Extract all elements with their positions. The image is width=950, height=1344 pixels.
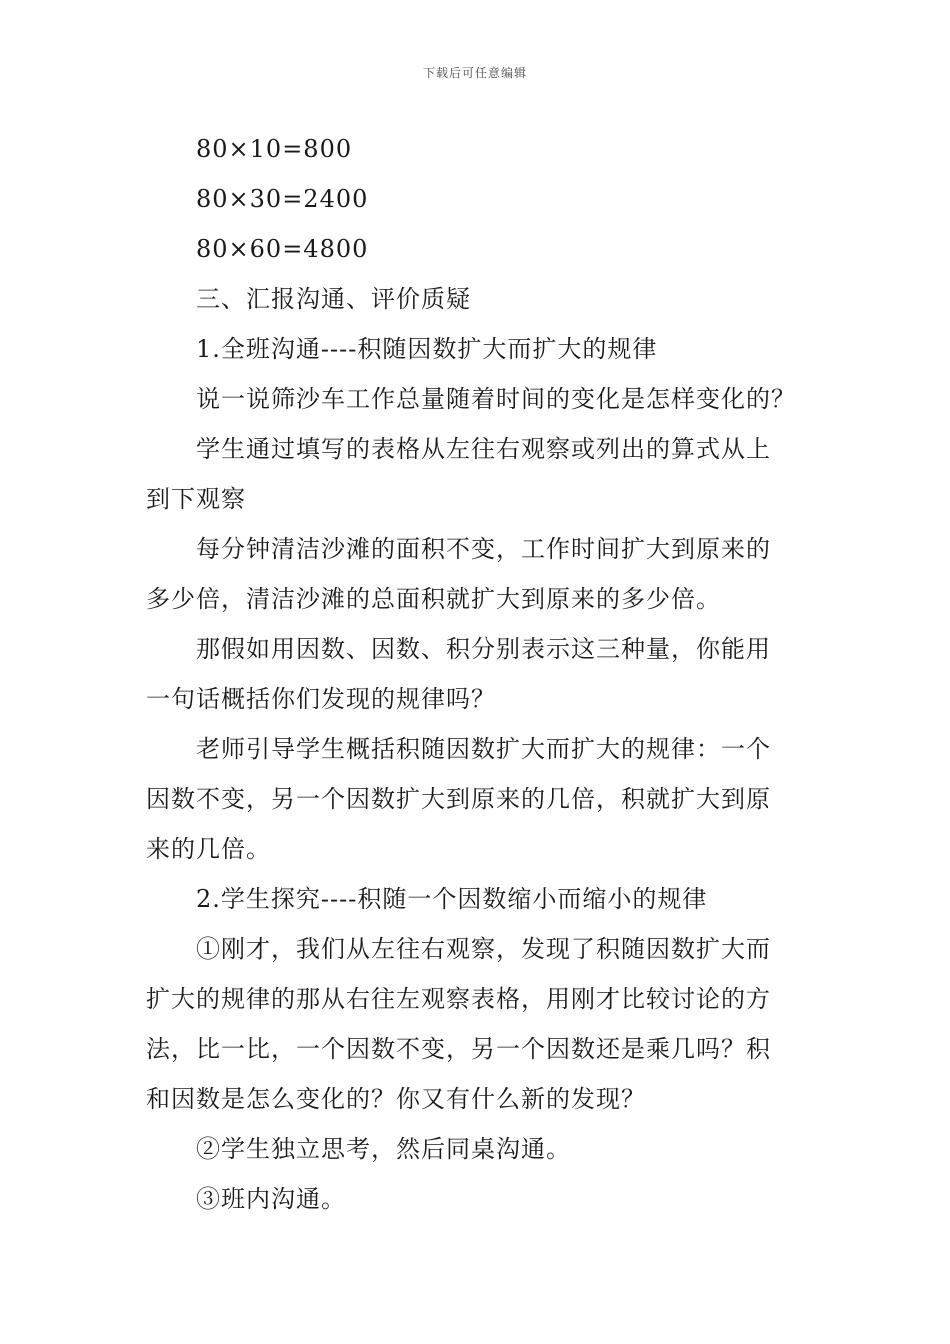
text-line: 到下观察 xyxy=(146,485,246,513)
text-line: 因数不变，另一个因数扩大到原来的几倍，积就扩大到原 xyxy=(146,785,771,813)
text-line: 每分钟清洁沙滩的面积不变，工作时间扩大到原来的 xyxy=(196,535,771,563)
text-line: 那假如用因数、因数、积分别表示这三种量，你能用 xyxy=(196,635,771,663)
text-line: 80×30=2400 xyxy=(196,185,369,213)
text-line: ③班内沟通。 xyxy=(196,1185,346,1213)
subsection-heading: 2.学生探究----积随一个因数缩小而缩小的规律 xyxy=(196,885,708,913)
text-line: 来的几倍。 xyxy=(146,835,271,863)
text-line: 多少倍，清洁沙滩的总面积就扩大到原来的多少倍。 xyxy=(146,585,721,613)
text-line: ②学生独立思考，然后同桌沟通。 xyxy=(196,1135,571,1163)
text-line: 法，比一比，一个因数不变，另一个因数还是乘几吗？积 xyxy=(146,1035,771,1063)
document-body xyxy=(146,124,810,1224)
text-line: 一句话概括你们发现的规律吗？ xyxy=(146,685,496,713)
text-line: 和因数是怎么变化的？你又有什么新的发现？ xyxy=(146,1085,646,1113)
text-line: 老师引导学生概括积随因数扩大而扩大的规律：一个 xyxy=(196,735,771,763)
text-line: 学生通过填写的表格从左往右观察或列出的算式从上 xyxy=(196,435,771,463)
text-line: 扩大的规律的那从右往左观察表格，用刚才比较讨论的方 xyxy=(146,985,771,1013)
subsection-heading: 1.全班沟通----积随因数扩大而扩大的规律 xyxy=(196,335,658,363)
text-line: 80×60=4800 xyxy=(196,235,369,263)
text-line: ①刚才，我们从左往右观察，发现了积随因数扩大而 xyxy=(196,935,771,963)
section-heading: 三、汇报沟通、评价质疑 xyxy=(196,285,471,313)
text-line: 80×10=800 xyxy=(196,135,353,163)
header-note: 下载后可任意编辑 xyxy=(422,66,527,80)
text-line: 说一说筛沙车工作总量随着时间的变化是怎样变化的？ xyxy=(196,385,796,413)
